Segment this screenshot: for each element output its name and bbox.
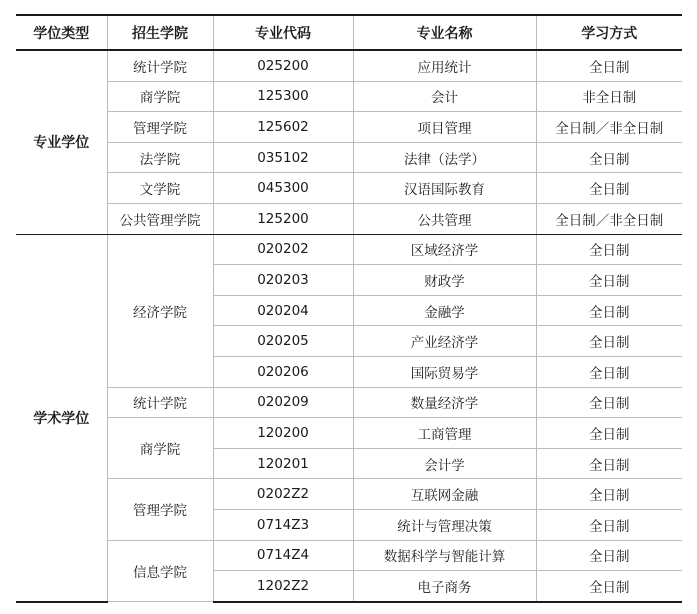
major-name-cell: 公共管理 [353,203,536,234]
degree-type-academic: 学术学位 [16,234,107,602]
major-name-cell: 国际贸易学 [353,356,536,387]
major-name-cell: 区域经济学 [353,234,536,265]
major-code-cell: 020206 [213,356,353,387]
header-degree-type: 学位类型 [16,15,107,50]
major-code-cell: 125300 [213,81,353,112]
study-mode-cell: 全日制 [536,142,682,173]
major-code-cell: 0714Z4 [213,540,353,571]
major-name-cell: 数据科学与智能计算 [353,540,536,571]
study-mode-cell: 全日制 [536,295,682,326]
study-mode-cell: 全日制 [536,234,682,265]
table-row [16,234,682,265]
study-mode-cell: 全日制／非全日制 [536,203,682,234]
table-row [16,173,682,204]
degree-type-professional: 专业学位 [16,50,107,234]
table-row [16,387,682,418]
college-cell: 法学院 [107,142,213,173]
major-code-cell: 045300 [213,173,353,204]
study-mode-cell: 全日制 [536,479,682,510]
study-mode-cell: 全日制 [536,356,682,387]
study-mode-cell: 全日制／非全日制 [536,112,682,143]
college-cell: 统计学院 [107,50,213,81]
major-name-cell: 产业经济学 [353,326,536,357]
major-code-cell: 120201 [213,448,353,479]
table-row [16,81,682,112]
major-code-cell: 0202Z2 [213,479,353,510]
study-mode-cell: 全日制 [536,173,682,204]
study-mode-cell: 全日制 [536,448,682,479]
college-cell: 统计学院 [107,387,213,418]
major-code-cell: 020204 [213,295,353,326]
major-code-cell: 020205 [213,326,353,357]
table-row [16,540,682,571]
college-cell: 文学院 [107,173,213,204]
study-mode-cell: 全日制 [536,50,682,81]
major-name-cell: 应用统计 [353,50,536,81]
major-code-cell: 020209 [213,387,353,418]
header-major-name: 专业名称 [353,15,536,50]
study-mode-cell: 全日制 [536,265,682,296]
major-name-cell: 汉语国际教育 [353,173,536,204]
major-code-cell: 1202Z2 [213,571,353,602]
major-name-cell: 数量经济学 [353,387,536,418]
major-code-cell: 125200 [213,203,353,234]
table-row [16,418,682,449]
study-mode-cell: 全日制 [536,571,682,602]
study-mode-cell: 全日制 [536,387,682,418]
table-row [16,142,682,173]
major-name-cell: 项目管理 [353,112,536,143]
major-name-cell: 法律（法学） [353,142,536,173]
major-code-cell: 025200 [213,50,353,81]
table-row [16,112,682,143]
major-name-cell: 互联网金融 [353,479,536,510]
major-name-cell: 会计学 [353,448,536,479]
study-mode-cell: 非全日制 [536,81,682,112]
college-cell: 信息学院 [107,540,213,602]
study-mode-cell: 全日制 [536,418,682,449]
college-cell: 经济学院 [107,234,213,387]
majors-table [16,14,682,603]
header-study-mode: 学习方式 [536,15,682,50]
study-mode-cell: 全日制 [536,540,682,571]
college-cell: 商学院 [107,418,213,479]
study-mode-cell: 全日制 [536,326,682,357]
major-code-cell: 020202 [213,234,353,265]
college-cell: 管理学院 [107,479,213,540]
college-cell: 商学院 [107,81,213,112]
major-code-cell: 125602 [213,112,353,143]
major-code-cell: 035102 [213,142,353,173]
college-cell: 管理学院 [107,112,213,143]
major-name-cell: 会计 [353,81,536,112]
header-row [16,15,682,50]
table-row [16,203,682,234]
college-cell: 公共管理学院 [107,203,213,234]
major-name-cell: 工商管理 [353,418,536,449]
study-mode-cell: 全日制 [536,509,682,540]
major-name-cell: 财政学 [353,265,536,296]
header-college: 招生学院 [107,15,213,50]
major-name-cell: 金融学 [353,295,536,326]
major-name-cell: 电子商务 [353,571,536,602]
header-major-code: 专业代码 [213,15,353,50]
major-code-cell: 120200 [213,418,353,449]
major-name-cell: 统计与管理决策 [353,509,536,540]
table-row [16,50,682,81]
major-code-cell: 0714Z3 [213,509,353,540]
table-row [16,479,682,510]
major-code-cell: 020203 [213,265,353,296]
